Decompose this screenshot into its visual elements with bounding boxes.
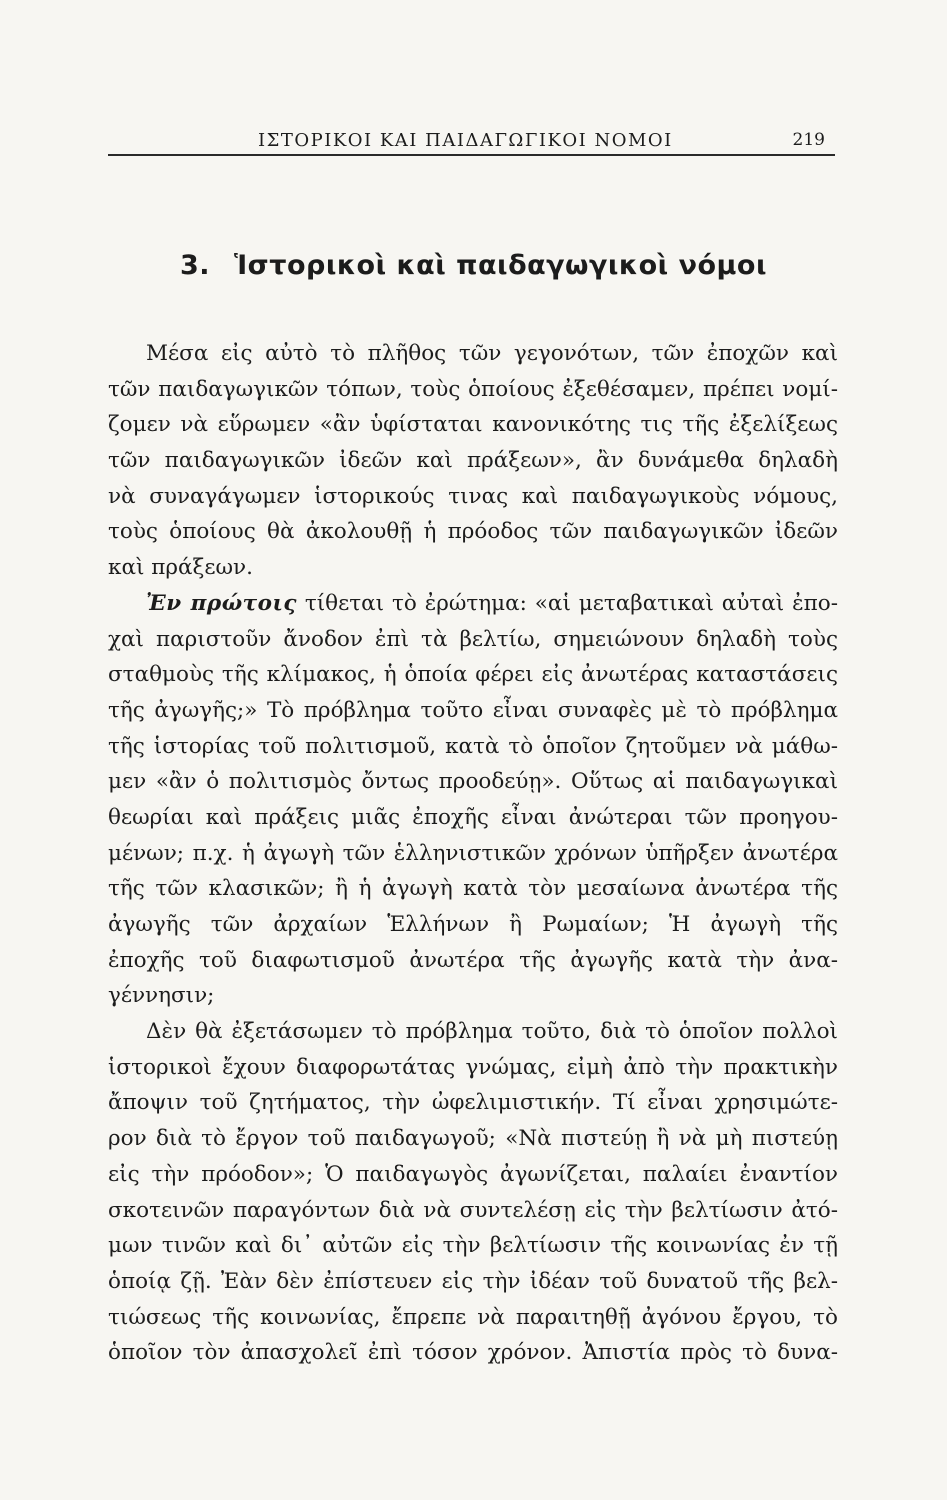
text-line: τῆς τῶν κλασικῶν; ἢ ἡ ἀγωγὴ κατὰ τὸν μεσαίωνα ἀνωτέρα τῆς bbox=[108, 876, 838, 902]
text-line: ζομεν νὰ εὕρωμεν «ἂν ὑφίσταται κανονικότης τις τῆς ἐξελίξεως bbox=[108, 412, 838, 438]
line-remainder: τίθεται τὸ ἐρώτημα: «αἱ μεταβατικαὶ αὐταὶ ἐπο- bbox=[304, 590, 838, 616]
text-line: νὰ συναγάγωμεν ἱστορικούς τινας καὶ παιδαγωγικοὺς νόμους, bbox=[108, 483, 838, 509]
running-header bbox=[108, 128, 835, 156]
text-line: καὶ πράξεων. bbox=[108, 555, 253, 581]
text-line: τιώσεως τῆς κοινωνίας, ἔπρεπε νὰ παραιτηθῇ ἀγόνου ἔργου, τὸ bbox=[108, 1304, 838, 1330]
text-line: Δὲν θὰ ἐξετάσωμεν τὸ πρόβλημα τοῦτο, διὰ τὸ ὁποῖον πολλοὶ bbox=[146, 1019, 838, 1045]
text-line: ἐποχῆς τοῦ διαφωτισμοῦ ἀνωτέρα τῆς ἀγωγῆς κατὰ τὴν ἀνα- bbox=[108, 947, 838, 973]
text-line: τῆς ἀγωγῆς;» Τὸ πρόβλημα τοῦτο εἶναι συναφὲς μὲ τὸ πρόβλημα bbox=[108, 697, 838, 723]
body-text bbox=[108, 336, 838, 1371]
section-heading bbox=[0, 250, 947, 281]
running-title: ΙΣΤΟΡΙΚΟΙ ΚΑΙ ΠΑΙΔΑΓΩΓΙΚΟΙ ΝΟΜΟΙ bbox=[258, 130, 673, 151]
text-line: ἱστορικοὶ ἔχουν διαφορωτάτας γνώμας, εἰμὴ ἀπὸ τὴν πρακτικὴν bbox=[108, 1054, 838, 1080]
text-line: ὁποῖον τὸν ἀπασχολεῖ ἐπὶ τόσον χρόνον. Ἀπιστία πρὸς τὸ δυνα- bbox=[108, 1340, 838, 1366]
section-title: Ἱστορικοὶ καὶ παιδαγωγικοὶ νόμοι bbox=[233, 250, 767, 281]
text-line: τῶν παιδαγωγικῶν τόπων, τοὺς ὁποίους ἐξεθέσαμεν, πρέπει νομί- bbox=[108, 376, 838, 402]
text-line: Μέσα εἰς αὐτὸ τὸ πλῆθος τῶν γεγονότων, τῶν ἐποχῶν καὶ bbox=[146, 341, 838, 366]
text-line: σταθμοὺς τῆς κλίμακος, ἡ ὁποία φέρει εἰς ἀνωτέρας καταστάσεις bbox=[108, 662, 838, 688]
text-line: μένων; π.χ. ἡ ἀγωγὴ τῶν ἑλληνιστικῶν χρόνων ὑπῆρξεν ἀνωτέρα bbox=[108, 840, 838, 866]
text-line: χαὶ παριστοῦν ἄνοδον ἐπὶ τὰ βελτίω, σημειώνουν δηλαδὴ τοὺς bbox=[108, 626, 838, 652]
text-line: μων τινῶν καὶ δι᾽ αὐτῶν εἰς τὴν βελτίωσιν τῆς κοινωνίας ἐν τῇ bbox=[108, 1233, 838, 1259]
section-number: 3. bbox=[180, 250, 211, 281]
text-line: τῶν παιδαγωγικῶν ἰδεῶν καὶ πράξεων», ἂν δυνάμεθα δηλαδὴ bbox=[108, 448, 838, 474]
page-number: 219 bbox=[792, 130, 825, 150]
text-line: ρον διὰ τὸ ἔργον τοῦ παιδαγωγοῦ; «Νὰ πιστεύῃ ἢ νὰ μὴ πιστεύῃ bbox=[108, 1126, 838, 1152]
text-line: εἰς τὴν πρόοδον»; Ὁ παιδαγωγὸς ἀγωνίζεται, παλαίει ἐναντίον bbox=[108, 1161, 838, 1187]
text-line: ἀγωγῆς τῶν ἀρχαίων Ἑλλήνων ἢ Ρωμαίων; Ἡ ἀγωγὴ τῆς bbox=[108, 912, 838, 937]
text-line: ὁποίᾳ ζῇ. Ἐὰν δὲν ἐπίστευεν εἰς τὴν ἰδέαν τοῦ δυνατοῦ τῆς βελ- bbox=[108, 1268, 838, 1294]
text-line: τῆς ἱστορίας τοῦ πολιτισμοῦ, κατὰ τὸ ὁποῖον ζητοῦμεν νὰ μάθω- bbox=[108, 733, 838, 759]
text-line: ἄποψιν τοῦ ζητήματος, τὴν ὠφελιμιστικήν. Τί εἶναι χρησιμώτε- bbox=[108, 1090, 838, 1116]
text-line: μεν «ἂν ὁ πολιτισμὸς ὄντως προοδεύῃ». Οὕτως αἱ παιδαγωγικαὶ bbox=[108, 769, 838, 795]
text-line bbox=[108, 586, 838, 622]
text-line: γέννησιν; bbox=[108, 983, 215, 1009]
text-line: θεωρίαι καὶ πράξεις μιᾶς ἐποχῆς εἶναι ἀνώτεραι τῶν προηγου- bbox=[108, 804, 838, 830]
text-line: σκοτεινῶν παραγόντων διὰ νὰ συντελέσῃ εἰς τὴν βελτίωσιν ἀτό- bbox=[108, 1197, 838, 1223]
text-line: τοὺς ὁποίους θὰ ἀκολουθῇ ἡ πρόοδος τῶν παιδαγωγικῶν ἰδεῶν bbox=[108, 519, 838, 545]
lead-phrase: Ἐν πρώτοις bbox=[146, 590, 297, 616]
